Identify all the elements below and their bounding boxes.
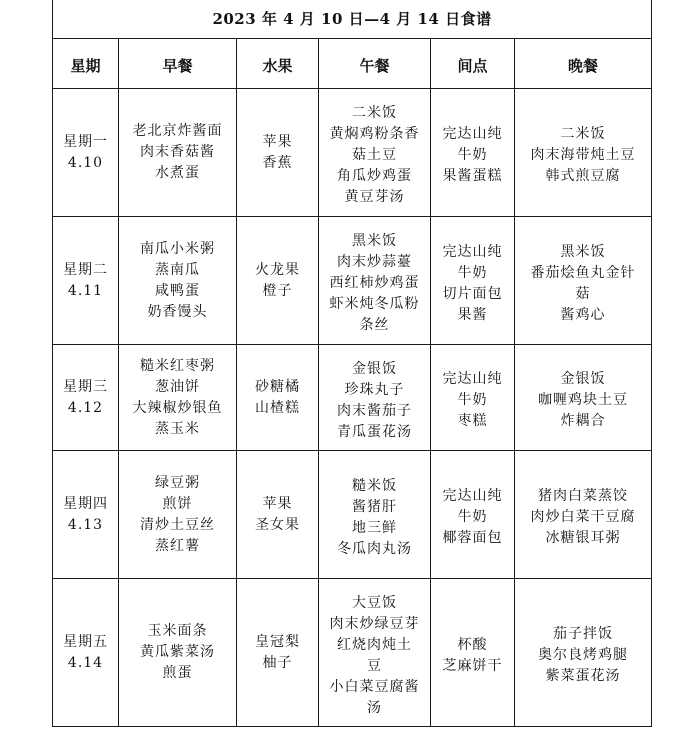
dinner-line: 二米饭	[560, 126, 606, 142]
lunch-line: 条丝	[359, 317, 390, 333]
lunch-line: 地三鲜	[352, 519, 397, 536]
snack-line: 牛奶	[457, 509, 488, 525]
dinner-cell	[515, 217, 652, 345]
breakfast-line: 蒸玉米	[155, 420, 200, 437]
menu-row	[53, 579, 652, 727]
breakfast-line: 清炒土豆丝	[140, 516, 215, 533]
weekly-menu-table	[52, 0, 652, 727]
dinner-line: 番茄烩鱼丸金针	[530, 264, 636, 281]
header-row	[53, 39, 652, 89]
fruit-cell	[237, 451, 319, 579]
breakfast-cell	[119, 345, 237, 451]
title-row	[53, 0, 652, 39]
header-dinner	[515, 39, 652, 89]
lunch-line: 小白菜豆腐酱	[329, 678, 420, 695]
header-weekday-label: 星期	[70, 57, 101, 75]
lunch-lines	[319, 353, 430, 443]
dinner-line: 金银饭	[560, 371, 606, 387]
lunch-cell	[319, 451, 431, 579]
fruit-lines	[237, 132, 318, 174]
snack-line: 牛奶	[457, 264, 488, 281]
fruit-line: 橙子	[262, 282, 293, 299]
dinner-lines	[515, 363, 651, 432]
snack-line: 果酱蛋糕	[442, 168, 503, 184]
header-dinner-label: 晚餐	[568, 57, 599, 75]
day-lines	[53, 377, 118, 419]
lunch-line: 菇土豆	[352, 147, 397, 163]
dinner-line: 紫菜蛋花汤	[545, 668, 621, 684]
snack-lines	[431, 629, 514, 677]
day-lines	[53, 632, 118, 674]
menu-body	[53, 89, 652, 727]
menu-row	[53, 89, 652, 217]
dinner-line: 肉末海带炖土豆	[530, 147, 636, 163]
breakfast-line: 糙米红枣粥	[140, 357, 215, 374]
header-lunch-label: 午餐	[359, 57, 390, 75]
dinner-line: 茄子拌饭	[553, 626, 614, 642]
breakfast-cell	[119, 451, 237, 579]
snack-line: 果酱	[457, 306, 488, 323]
header-fruit-label: 水果	[262, 57, 293, 75]
lunch-line: 黄焖鸡粉条香	[329, 126, 420, 142]
snack-cell	[431, 345, 515, 451]
day-line: 4.10	[67, 154, 104, 171]
fruit-cell	[237, 217, 319, 345]
day-line: 星期三	[63, 378, 108, 395]
lunch-line: 豆	[367, 657, 382, 674]
snack-line: 切片面包	[442, 285, 503, 302]
menu-row	[53, 451, 652, 579]
fruit-lines	[237, 632, 318, 674]
fruit-line: 火龙果	[255, 261, 300, 278]
dinner-cell	[515, 345, 652, 451]
fruit-line: 苹果	[262, 495, 293, 512]
lunch-lines	[319, 470, 430, 560]
lunch-line: 肉末酱茄子	[337, 402, 412, 419]
snack-lines	[431, 363, 514, 432]
dinner-line: 黑米饭	[560, 243, 606, 260]
lunch-line: 酱猪肝	[352, 498, 397, 515]
snack-line: 完达山纯	[442, 243, 503, 260]
dinner-lines	[515, 118, 651, 187]
snack-line: 杯酸	[457, 636, 488, 653]
lunch-line: 虾米炖冬瓜粉	[329, 296, 420, 312]
day-line: 4.14	[67, 654, 104, 671]
lunch-lines	[319, 225, 430, 336]
snack-line: 枣糕	[457, 413, 488, 429]
day-line: 4.11	[67, 282, 104, 299]
breakfast-line: 大辣椒炒银鱼	[132, 399, 223, 416]
lunch-line: 大豆饭	[352, 594, 397, 611]
lunch-line: 肉末炒蒜薹	[337, 254, 412, 270]
snack-cell	[431, 451, 515, 579]
lunch-line: 青瓜蛋花汤	[337, 423, 412, 440]
breakfast-lines	[119, 356, 236, 440]
lunch-line: 黄豆芽汤	[344, 189, 405, 205]
breakfast-line: 南瓜小米粥	[140, 240, 215, 257]
lunch-lines	[319, 587, 430, 719]
snack-cell	[431, 579, 515, 727]
lunch-lines	[319, 97, 430, 208]
dinner-line: 韩式煎豆腐	[545, 168, 621, 184]
fruit-line: 柚子	[262, 654, 293, 671]
fruit-line: 山楂糕	[255, 399, 300, 416]
header-breakfast	[119, 39, 237, 89]
breakfast-line: 绿豆粥	[155, 474, 200, 491]
fruit-line: 砂糖橘	[255, 378, 300, 395]
day-cell	[53, 217, 119, 345]
fruit-lines	[237, 494, 318, 536]
dinner-cell	[515, 579, 652, 727]
snack-line: 牛奶	[457, 147, 488, 163]
day-lines	[53, 132, 118, 174]
menu-title: 2023 年 4 月 10 日—4 月 14 日食谱	[53, 0, 652, 39]
fruit-lines	[237, 377, 318, 419]
breakfast-line: 咸鸭蛋	[155, 282, 200, 299]
menu-row	[53, 217, 652, 345]
lunch-line: 二米饭	[352, 105, 397, 121]
breakfast-line: 肉末香菇酱	[140, 144, 215, 160]
breakfast-cell	[119, 217, 237, 345]
fruit-line: 皇冠梨	[255, 633, 300, 650]
breakfast-line: 蒸红薯	[155, 537, 200, 554]
lunch-cell	[319, 217, 431, 345]
menu-row	[53, 345, 652, 451]
breakfast-line: 黄瓜紫菜汤	[140, 644, 215, 660]
day-lines	[53, 494, 118, 536]
breakfast-line: 玉米面条	[147, 623, 208, 639]
header-breakfast-label: 早餐	[162, 57, 193, 75]
lunch-line: 红烧肉炖土	[337, 636, 412, 653]
lunch-cell	[319, 579, 431, 727]
day-cell	[53, 345, 119, 451]
dinner-cell	[515, 451, 652, 579]
day-cell	[53, 579, 119, 727]
lunch-line: 金银饭	[352, 360, 397, 377]
header-snack-label: 间点	[457, 57, 488, 75]
snack-lines	[431, 118, 514, 187]
dinner-lines	[515, 480, 651, 549]
day-line: 4.13	[67, 516, 104, 533]
breakfast-line: 水煮蛋	[155, 165, 200, 181]
lunch-line: 珍珠丸子	[344, 381, 405, 398]
day-line: 星期五	[63, 633, 108, 650]
breakfast-lines	[119, 473, 236, 557]
lunch-line: 汤	[367, 699, 382, 716]
snack-line: 牛奶	[457, 392, 488, 408]
snack-cell	[431, 217, 515, 345]
breakfast-line: 老北京炸酱面	[132, 123, 223, 139]
breakfast-line: 葱油饼	[155, 378, 200, 395]
snack-lines	[431, 236, 514, 326]
fruit-line: 圣女果	[255, 516, 300, 533]
dinner-line: 咖喱鸡块土豆	[538, 392, 629, 408]
day-line: 4.12	[67, 399, 104, 416]
header-weekday	[53, 39, 119, 89]
dinner-cell	[515, 89, 652, 217]
breakfast-line: 煎饼	[162, 495, 193, 512]
breakfast-lines	[119, 121, 236, 184]
fruit-cell	[237, 345, 319, 451]
breakfast-cell	[119, 579, 237, 727]
dinner-lines	[515, 618, 651, 687]
lunch-cell	[319, 89, 431, 217]
snack-cell	[431, 89, 515, 217]
fruit-cell	[237, 89, 319, 217]
breakfast-cell	[119, 89, 237, 217]
lunch-line: 西红柿炒鸡蛋	[329, 275, 420, 291]
lunch-line: 冬瓜肉丸汤	[337, 540, 412, 557]
breakfast-lines	[119, 621, 236, 684]
breakfast-line: 煎蛋	[162, 665, 193, 681]
header-snack	[431, 39, 515, 89]
header-lunch	[319, 39, 431, 89]
dinner-lines	[515, 236, 651, 326]
snack-line: 完达山纯	[442, 371, 503, 387]
dinner-line: 肉炒白菜干豆腐	[530, 509, 636, 525]
lunch-line: 肉末炒绿豆芽	[329, 615, 420, 632]
dinner-line: 菇	[575, 285, 591, 302]
snack-lines	[431, 480, 514, 549]
lunch-line: 角瓜炒鸡蛋	[337, 168, 412, 184]
dinner-line: 冰糖银耳粥	[545, 530, 621, 546]
dinner-line: 炸耦合	[560, 413, 606, 429]
breakfast-lines	[119, 239, 236, 323]
day-cell	[53, 89, 119, 217]
lunch-line: 黑米饭	[352, 233, 397, 249]
header-fruit	[237, 39, 319, 89]
day-line: 星期一	[63, 133, 108, 150]
snack-line: 完达山纯	[442, 126, 503, 142]
day-lines	[53, 260, 118, 302]
lunch-cell	[319, 345, 431, 451]
snack-line: 完达山纯	[442, 488, 503, 504]
day-line: 星期四	[63, 495, 108, 512]
day-cell	[53, 451, 119, 579]
dinner-line: 奥尔良烤鸡腿	[538, 647, 629, 663]
dinner-line: 猪肉白菜蒸饺	[538, 488, 629, 504]
snack-line: 芝麻饼干	[442, 657, 503, 674]
dinner-line: 酱鸡心	[560, 306, 606, 323]
snack-line: 椰蓉面包	[442, 530, 503, 546]
fruit-line: 香蕉	[262, 154, 293, 171]
fruit-line: 苹果	[262, 133, 293, 150]
fruit-cell	[237, 579, 319, 727]
breakfast-line: 奶香馒头	[147, 303, 208, 320]
fruit-lines	[237, 260, 318, 302]
breakfast-line: 蒸南瓜	[155, 261, 200, 278]
day-line: 星期二	[63, 261, 108, 278]
lunch-line: 糙米饭	[352, 477, 397, 494]
